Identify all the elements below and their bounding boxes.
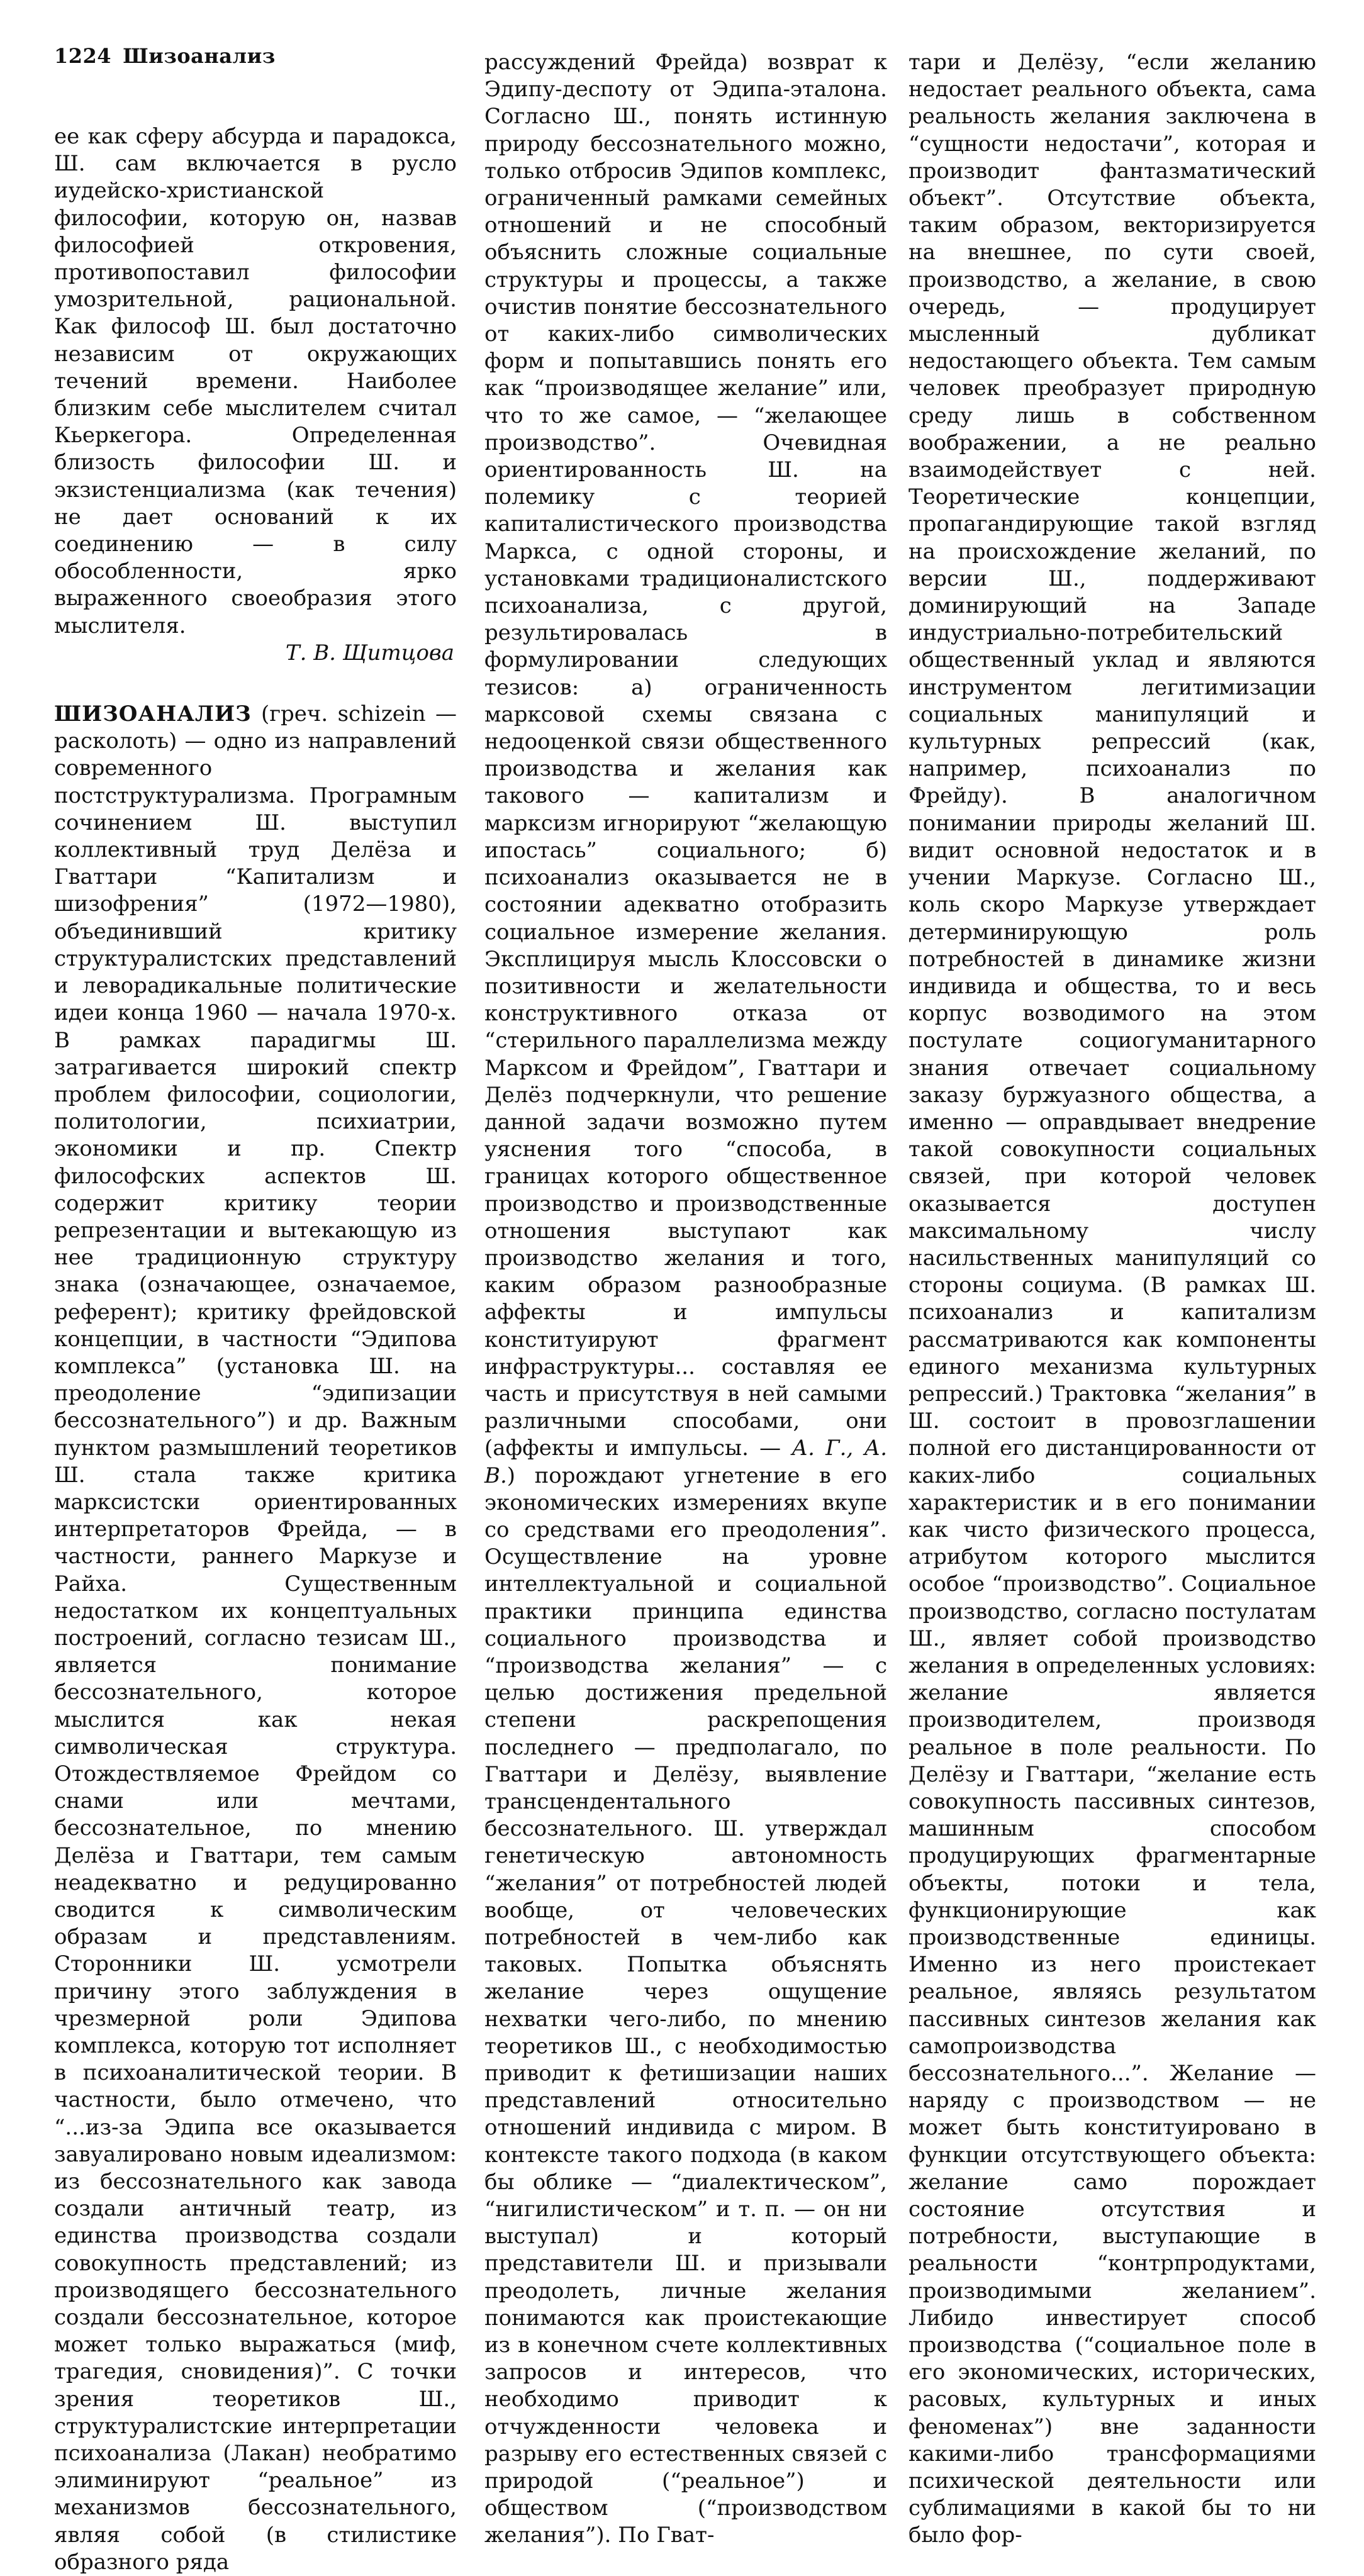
previous-entry-ending: ее как сферу абсурда и парадокса, Ш. сам включается в русло иудейско-христианской философии, которую он, назвав философией откровения, противопоставил философии умозрительной, рациональной. Как философ Ш. был достаточно независим от окружающих течений времени. Наиболее близким себе мыслителем считал Кьеркегора. Определенная близость философии Ш. и экзистенциализма (как течения) не дает оснований к их соединению — в силу обособленности, ярко выраженного своеобразия этого мыслителя. xyxy=(54,124,457,638)
entry-text-start: (греч. schizein — расколоть) — одно из направлений современного постструктурализма. Програмным сочинением Ш. выступил коллективный труд Делёза и Гваттари “Капитализм и шизофрения” (1972—1980), объединивший критику структуралистских представлений и леворадикальные политические идеи конца 1960 — начала 1970-х. В рамках парадигмы Ш. затрагивается широкий спектр проблем философии, социологии, политологии, психиатрии, экономики и пр. Спектр философских аспектов Ш. содержит критику теории репрезентации и вытекающую из нее традиционную структуру знака (означающее, означаемое, референт); критику фрейдовской концепции, в частности “Эдипова комплекса” (установка Ш. на преодоление “эдипизации бессознательного”) и др. Важным пунктом размышлений теоретиков Ш. стала также критика марксистски ориентированных интерпретаторов Фрейда, — в частности, раннего Маркузе и Райха. Существенным недостатком их концептуальных построений, согласно тезисам Ш., является понимание бессознательного, которое мыслится как некая символическая структура. Отождествляемое Фрейдом со снами или мечтами, бессознательное, по мнению Делёза и Гваттари, тем самым неадекватно и редуцированно сводится к символическим образам и представлениям. Сторонники Ш. усмотрели причину этого заблуждения в чрезмерной роли Эдипова комплекса, которую тот исполняет в психоаналитической теории. В частности, было отмечено, что “...из-за Эдипа все оказывается завуалировано новым идеализмом: из бессознательного как завода создали античный театр, из единства производства создали совокупность представлений; из производящего бессознательного создали бессознательное, которое может только выражаться (миф, трагедия, сновидения)”. С точки зрения теоретиков Ш., структуралистские интерпретации психоанализа (Лакан) необратимо элиминируют “реальное” из механизмов бессознательного, являя собой (в стилистике образного ряда xyxy=(54,701,457,2575)
entry-text-continued xyxy=(484,49,887,2550)
page-header xyxy=(54,44,276,68)
text-column-1 xyxy=(54,123,457,2576)
text-part-b: ) порождают угнетение в его экономических измерениях вкупе со средствами его преодоления”. Осуществление на уровне интеллектуальной и социальной практики принципа единства социального производства и “производства желания” — с целью достижения предельной степени раскрепощения последнего — предполагало, по Гваттари и Делёзу, выявление трансцендентального бессознательного. Ш. утверждал генетическую автономность “желания” от потребностей людей вообще, от человеческих потребностей в чем-либо как таковых. Попытка объяснять желание через ощущение нехватки чего-либо, по мнению теоретиков Ш., с необходимостью приводит к фетишизации наших представлений относительно отношений индивида с миром. В контексте такого подхода (в каком бы облике — “диалектическом”, “нигилистическом” и т. п. — он ни выступал) и который представители Ш. и призывали преодолеть, личные желания понимаются как проистекающие из в конечном счете коллективных запросов и интересов, что необходимо приводит к отчужденности человека и разрыву его естественных связей с природой (“реальное”) и обществом (“производством желания”). По Гват- xyxy=(484,1463,887,2548)
text-column-3 xyxy=(908,49,1316,2550)
entry-paragraph xyxy=(54,701,457,2576)
page-number: 1224 xyxy=(54,44,112,68)
author-initials: А. Г., А. В. xyxy=(484,1436,887,1488)
entry-title: ШИЗОАНАЛИЗ xyxy=(54,701,252,727)
author-signature: Т. В. Щитцова xyxy=(285,640,454,666)
text-column-2 xyxy=(484,49,887,2550)
running-title: Шизоанализ xyxy=(123,44,276,68)
text-part-a: рассуждений Фрейда) возврат к Эдипу-деспоту от Эдипа-эталона. Согласно Ш., понять истинную природу бессознательного можно, только отбросив Эдипов комплекс, ограниченный рамками семейных отношений и не способный объяснить сложные социальные структуры и процессы, а также очистив понятие бессознательного от каких-либо символических форм и попытавшись понять его как “производящее желание” или, что то же самое, — “желающее производство”. Очевидная ориентированность Ш. на полемику с теорией капиталистического производства Маркса, с одной стороны, и установками традиционалистского психоанализа, с другой, результировалась в формулировании следующих тезисов: а) ограниченность марксовой схемы связана с недооценкой связи общественного производства и желания как такового — капитализм и марксизм игнорируют “желающую ипостась” социального; б) психоанализ оказывается не в состоянии адекватно отобразить социальное измерение желания. Эксплицируя мысль Клоссовски о позитивности и желательности конструктивного отказа от “стерильного параллелизма между Марксом и Фрейдом”, Гваттари и Делёз подчеркнули, что решение данной задачи возможно путем уяснения того “способа, в границах которого общественное производство и производственные отношения выступают как производство желания и того, каким образом разнообразные аффекты и импульсы конституируют фрагмент инфраструктуры... составляя ее часть и присутствуя в ней самыми различными способами, они (аффекты и импульсы. — xyxy=(484,50,887,1461)
entry-text-continued-2: тари и Делёзу, “если желанию недостает реального объекта, сама реальность желания заключена в “сущности недостачи”, которая и производит фантазматический объект”. Отсутствие объекта, таким образом, векторизируется на внешнее, по сути своей, производство, а желание, в свою очередь, — продуцирует мысленный дубликат недостающего объекта. Тем самым человек преобразует природную среду лишь в собственном воображении, а не реально взаимодействует с ней. Теоретические концепции, пропагандирующие такой взгляд на происхождение желаний, по версии Ш., поддерживают доминирующий на Западе индустриально-потребительский общественный уклад и являются инструментом легитимизации социальных манипуляций и культурных репрессий (как, например, психоанализ по Фрейду). В аналогичном понимании природы желаний Ш. видит основной недостаток и в учении Маркузе. Согласно Ш., коль скоро Маркузе утверждает детерминирующую роль потребностей в динамике жизни индивида и общества, то и весь корпус возводимого на этом постулате социогуманитарного знания отвечает социальному заказу буржуазного общества, а именно — оправдывает внедрение такой совокупности социальных связей, при которой человек оказывается доступен максимальному числу насильственных манипуляций со стороны социума. (В рамках Ш. психоанализ и капитализм рассматриваются как компоненты единого механизма культурных репрессий.) Трактовка “желания” в Ш. состоит в провозглашении полной его дистанцированности от каких-либо социальных характеристик и в его понимании как чисто физического процесса, атрибутом которого мыслится особое “производство”. Социальное производство, согласно постулатам Ш., являет собой производство желания в определенных условиях: желание является производителем, производя реальное в поле реальности. По Делёзу и Гваттари, “желание есть совокупность пассивных синтезов, машинным способом продуцирующих фрагментарные объекты, потоки и тела, функционирующие как производственные единицы. Именно из него проистекает реальное, являясь результатом пассивных синтезов желания как самопроизводства бессознательного...”. Желание — наряду с производством — не может быть конституировано в функции отсутствующего объекта: желание само порождает состояние отсутствия и потребности, выступающие в реальности “контрпродуктами, производимыми желанием”. Либидо инвестирует способ производства (“социальное поле в его экономических, исторических, расовых, культурных и иных феноменах”) вне заданности какими-либо трансформациями психической деятельности или сублимациями в какой бы то ни было фор- xyxy=(908,50,1316,2548)
